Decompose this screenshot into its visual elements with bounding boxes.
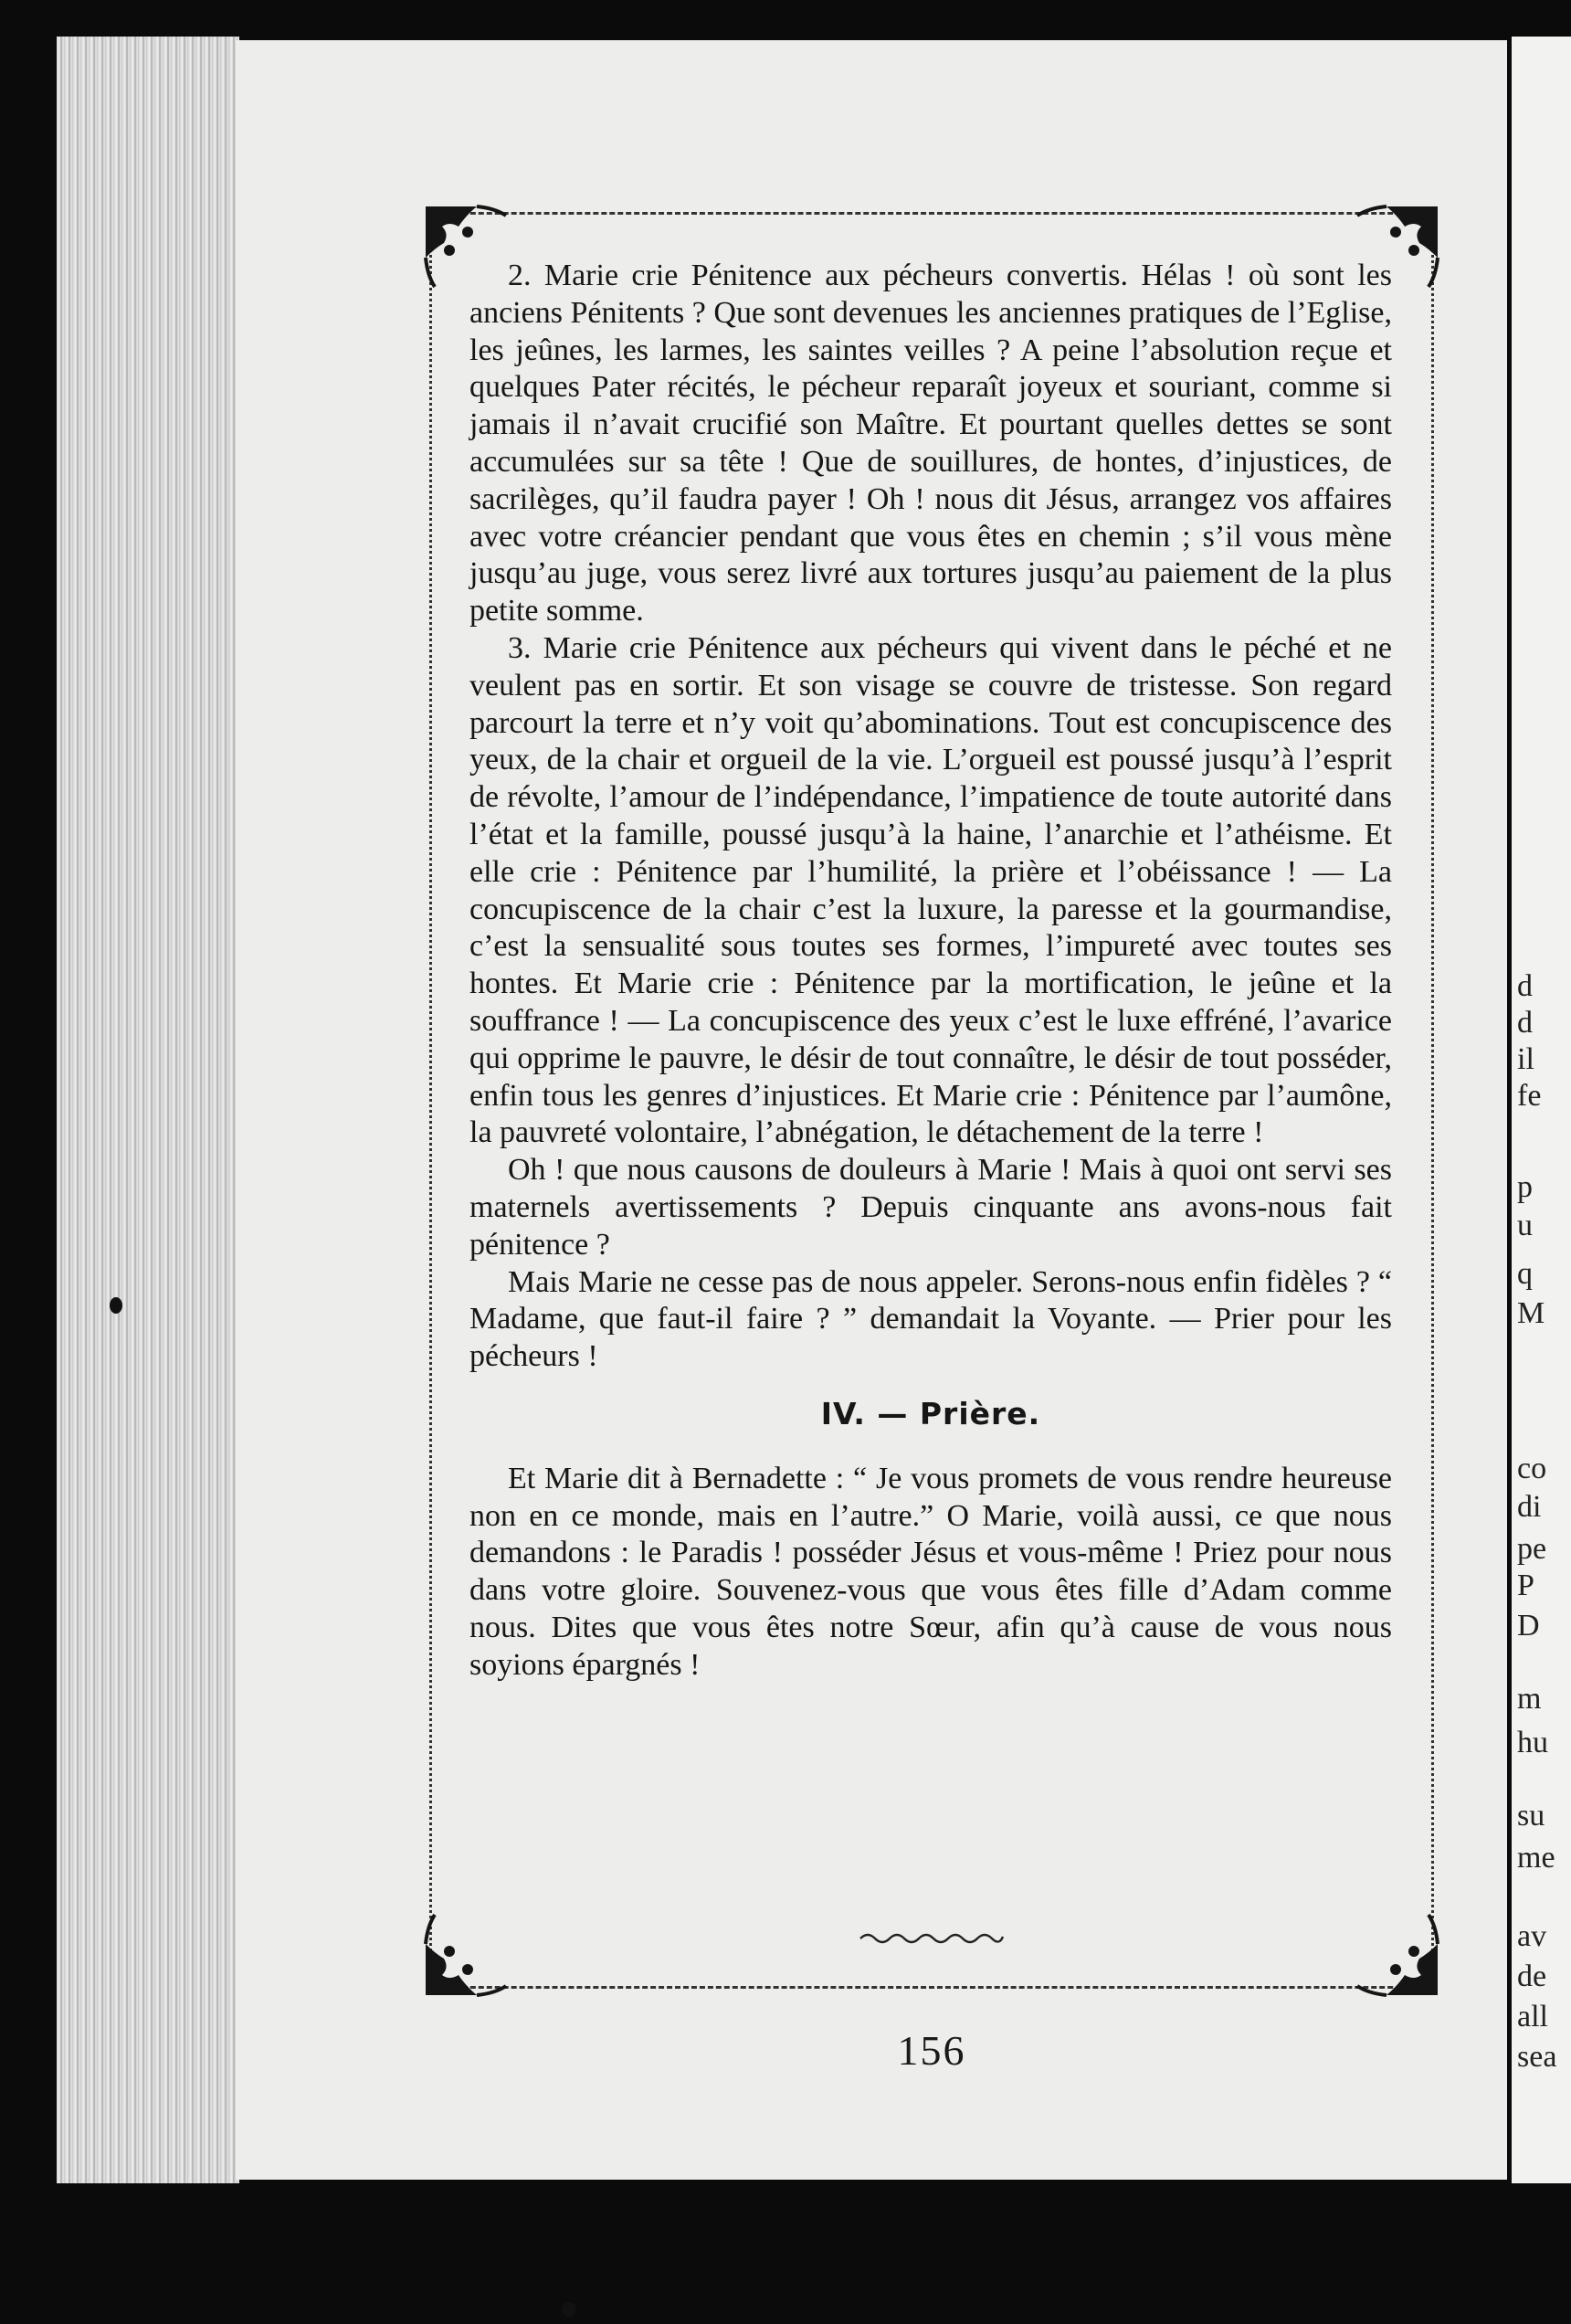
facing-page-letter: il bbox=[1517, 1042, 1534, 1076]
facing-page-letter: hu bbox=[1517, 1726, 1548, 1759]
facing-page-letter: co bbox=[1517, 1452, 1547, 1485]
facing-page-letter: D bbox=[1517, 1609, 1540, 1643]
facing-page-letter: d bbox=[1517, 1006, 1533, 1040]
facing-page-letter: m bbox=[1517, 1682, 1542, 1716]
facing-page-letter: P bbox=[1517, 1569, 1534, 1602]
section-heading: IV. — Prière. bbox=[820, 1395, 1041, 1431]
facing-page-letter: fe bbox=[1517, 1079, 1542, 1113]
facing-page-letter: all bbox=[1517, 2000, 1548, 2034]
page-number: 156 bbox=[897, 2027, 966, 2074]
facing-page-letter: p bbox=[1517, 1170, 1533, 1204]
facing-page-letter: q bbox=[1517, 1257, 1533, 1291]
facing-page-letter: d bbox=[1517, 969, 1533, 1003]
facing-page-letter: di bbox=[1517, 1490, 1542, 1524]
paragraph: Mais Marie ne cesse pas de nous appeler. Serons-nous enfin fidèles ? “ Madame, que faut-il faire ? ” demandait la Voyante. — Prier pour les pécheurs ! bbox=[469, 1264, 1392, 1374]
facing-page-letter: sea bbox=[1517, 2040, 1557, 2074]
tail-ornament-icon bbox=[859, 1929, 1005, 1944]
paragraph: Oh ! que nous causons de douleurs à Marie ! Mais à quoi ont servi ses maternels avertissements ? Depuis cinquante ans avons-nous fait pénitence ? bbox=[469, 1153, 1392, 1262]
corner-ornament-icon bbox=[1350, 1907, 1441, 1999]
book-page-edges bbox=[57, 37, 239, 2183]
paragraph: 3. Marie crie Pénitence aux pécheurs qui vivent dans le péché et ne veulent pas en sortir. Et son visage se couvre de tristesse. Son regard parcourt la terre et n’y voit qu’abominations. Tout est concupiscence des yeux, de la chair et orgueil de la vie. L’orgueil est poussé jusqu’à l’esprit de révolte, l’amour de l’indépendance, l’impatience de toute autorité dans l’état et la famille, poussé jusqu’à la haine, l’anarchie et l’athéisme. Et elle crie : Pénitence par l’humilité, la prière et l’obéissance ! — La concupiscence de la chair c’est la luxure, la paresse et la gourmandise, c’est la sensualité sous toutes ses formes, l’impureté avec toutes ses hontes. Et Marie crie : Pénitence par la mortification, le jeûne et la souffrance ! — La concupiscence des yeux c’est le luxe effréné, l’avarice qui opprime le pauvre, le désir de tout connaître, le désir de tout posséder, enfin tous les genres d’injustices. Et Marie crie : Pénitence par l’aumône, la pauvreté volontaire, l’abnégation, le détachement de la terre ! bbox=[469, 630, 1392, 1150]
corner-ornament-icon bbox=[422, 1907, 513, 1999]
facing-page-letter: M bbox=[1517, 1296, 1545, 1330]
paragraph: 2. Marie crie Pénitence aux pécheurs convertis. Hélas ! où sont les anciens Pénitents ? Que sont devenues les anciennes pratiques de l’Eglise, les jeûnes, les larmes, les saintes veilles ? A peine l’absolution reçue et quelques Pater récités, le pécheur reparaît joyeux et souriant, comme si jamais il n’avait crucifié son Maître. Et pourtant quelles dettes se sont accumulées sur sa tête ! Que de souillures, de hontes, d’injustices, de sacrilèges, qu’il faudra payer ! Oh ! nous dit Jésus, arrangez vos affaires avec votre créancier pendant que vous êtes en chemin ; s’il vous mène jusqu’au juge, vous serez livré aux tortures jusqu’au paiement de la plus petite somme. bbox=[469, 259, 1392, 629]
dust-speck bbox=[562, 2302, 576, 2317]
facing-page-letter: su bbox=[1517, 1799, 1545, 1833]
dust-speck bbox=[110, 1297, 122, 1314]
facing-page-letter: de bbox=[1517, 1960, 1547, 1993]
paragraph: Et Marie dit à Bernadette : “ Je vous promets de vous rendre heureuse non en ce monde, mais en l’autre.” O Marie, voilà aussi, ce que nous demandons : le Paradis ! posséder Jésus et vous-même ! Priez pour nous dans votre gloire. Souvenez-vous que vous êtes fille d’Adam comme nous. Dites que vous êtes notre Sœur, afin qu’à cause de vous nous soyions épargnés ! bbox=[469, 1461, 1392, 1682]
facing-page-letter: av bbox=[1517, 1919, 1547, 1953]
facing-page-letter: me bbox=[1517, 1841, 1555, 1875]
facing-page-fragment bbox=[1512, 37, 1571, 2183]
facing-page-letter: u bbox=[1517, 1209, 1533, 1242]
page-text bbox=[469, 258, 1392, 1684]
facing-page-letter: pe bbox=[1517, 1532, 1547, 1566]
